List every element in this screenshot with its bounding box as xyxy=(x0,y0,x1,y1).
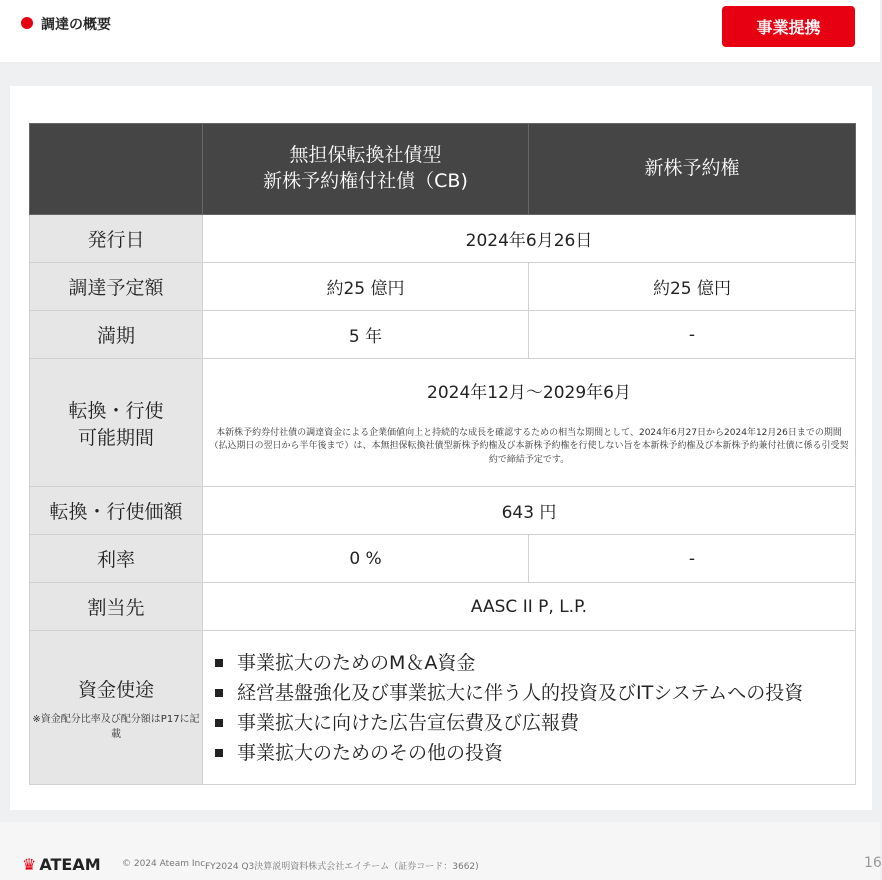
row-label-amount: 調達予定額 xyxy=(30,263,203,311)
maturity-cb-value: 5 年 xyxy=(203,311,529,359)
column-header-cb-line2: 新株予約権付社債（CB) xyxy=(263,170,468,192)
list-item: 事業拡大のためのその他の投資 xyxy=(215,738,855,768)
use-label: 資金使途 xyxy=(77,679,154,701)
period-label-line2: 可能期間 xyxy=(77,426,154,449)
column-header-cb xyxy=(203,124,529,215)
red-dot-icon xyxy=(21,17,33,29)
period-note: 本新株予約券付社債の調達資金による企業価値向上と持続的な成長を確認するための相当な期間として、2024年6月27日から2024年12月26日までの期間（払込期日の翌日から半年後まで）は、本無担保転換社債型新株予約権及び本新株予約権を行使しない旨を本新株予約権及び本新株予約兼付社債に係る引受契約で締結予定です。 xyxy=(209,427,849,465)
issue-date-value: 2024年6月26日 xyxy=(203,215,856,263)
list-item: 経営基盤強化及び事業拡大に伴う人的投資及びITシステムへの投資 xyxy=(215,678,855,708)
table-row xyxy=(30,311,856,359)
table-row xyxy=(30,263,856,311)
row-label-allottee: 割当先 xyxy=(30,583,203,631)
table-corner-cell xyxy=(30,124,203,215)
maturity-warrant-value: - xyxy=(529,311,856,359)
document-title: FY2024 Q3決算説明資料株式会社エイチーム（証券コード：3662) xyxy=(205,862,479,872)
row-label-issue-date: 発行日 xyxy=(30,215,203,263)
row-label-use xyxy=(30,631,203,785)
price-value: 643 円 xyxy=(203,487,856,535)
column-header-warrant: 新株予約権 xyxy=(529,124,856,215)
row-label-period xyxy=(30,359,203,487)
table-row xyxy=(30,535,856,583)
period-label-line1: 転換・行使 xyxy=(68,399,164,422)
list-item: 事業拡大に向けた広告宣伝費及び広報費 xyxy=(215,708,855,738)
square-bullet-icon xyxy=(215,719,223,727)
use-list-cell xyxy=(203,631,856,785)
page-header xyxy=(0,0,880,62)
page-number: 16 xyxy=(864,855,882,871)
table-row xyxy=(30,359,856,487)
amount-warrant-value: 約25 億円 xyxy=(529,263,856,311)
table-row xyxy=(30,631,856,785)
list-item: 事業拡大のためのM＆A資金 xyxy=(215,648,855,678)
rate-cb-value: 0 % xyxy=(203,535,529,583)
rate-warrant-value: - xyxy=(529,535,856,583)
table-row xyxy=(30,583,856,631)
column-header-cb-line1: 無担保転換社債型 xyxy=(289,144,442,167)
period-cell xyxy=(203,359,856,487)
amount-cb-value: 約25 億円 xyxy=(203,263,529,311)
financing-table xyxy=(29,123,856,785)
square-bullet-icon xyxy=(215,749,223,757)
section-title: 調達の概要 xyxy=(41,17,111,33)
use-label-note: ※資金配分比率及び配分額はP17に記載 xyxy=(32,714,200,740)
row-label-price: 転換・行使価額 xyxy=(30,487,203,535)
square-bullet-icon xyxy=(215,689,223,697)
copyright-text: © 2024 Ateam Inc. xyxy=(122,859,209,869)
company-logo xyxy=(22,855,101,874)
table-row xyxy=(30,487,856,535)
ateam-logo-icon: ♛ xyxy=(22,855,37,874)
category-badge: 事業提携 xyxy=(722,6,855,47)
square-bullet-icon xyxy=(215,659,223,667)
table-header-row xyxy=(30,124,856,215)
row-label-rate: 利率 xyxy=(30,535,203,583)
logo-text: ATEAM xyxy=(39,855,101,874)
period-value: 2024年12月～2029年6月 xyxy=(427,382,631,403)
use-list xyxy=(203,648,855,768)
row-label-maturity: 満期 xyxy=(30,311,203,359)
allottee-value: AASC II P, L.P. xyxy=(203,583,856,631)
page-footer xyxy=(0,822,880,880)
table-row xyxy=(30,215,856,263)
